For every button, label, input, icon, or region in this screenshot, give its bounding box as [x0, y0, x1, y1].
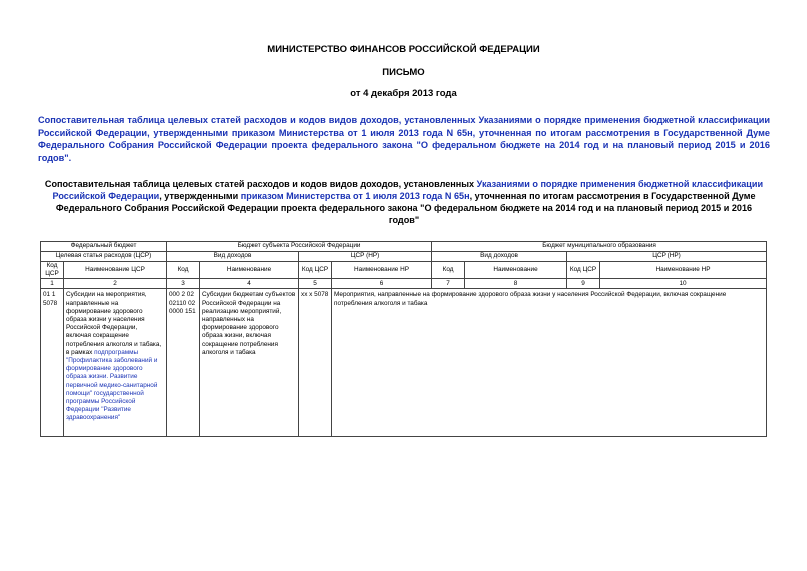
column-header: Наименование ЦСР: [64, 262, 167, 279]
column-number: 10: [600, 279, 767, 289]
column-number: 9: [567, 279, 600, 289]
document-date: от 4 декабря 2013 года: [350, 88, 457, 99]
column-header: Код ЦСР: [41, 262, 64, 279]
subject-csr-header: ЦСР (НР): [299, 252, 432, 262]
federal-csr-header: Целевая статья расходов (ЦСР): [41, 252, 167, 262]
caption-text: , уточненная по итогам рассмотрения в Государственной Думе Федерального Собрания Российской Федерации проекта федерального закона "О федеральном бюджете на 2014 год и на плановый период 2015 и 2016 годов": [55, 191, 756, 225]
municipal-budget-header: Бюджет муниципального образования: [432, 242, 767, 252]
subprogram-link[interactable]: подпрограммы "Профилактика заболеваний и формирование здорового образа жизни. Развитие первичной медико-санитарной помощи" государственной программы Российской Федерации "Развитие здравоохранения": [66, 348, 158, 422]
instructions-link[interactable]: Указаниями о порядке применения бюджетной классификации Российской Федерации: [52, 179, 764, 201]
column-number: 1: [41, 279, 64, 289]
subject-csr-name: Мероприятия, направленные на формирование здорового образа жизни у населения Российской Федерации, включая сокращение потребления алкоголя и табака: [332, 289, 767, 437]
column-number: 7: [432, 279, 465, 289]
column-number: 5: [299, 279, 332, 289]
caption-text: Сопоставительная таблица целевых статей расходов и кодов видов доходов, установленных: [44, 179, 477, 189]
table-row: [41, 289, 767, 437]
document-type: ПИСЬМО: [382, 67, 425, 78]
table-caption: [40, 178, 768, 226]
column-header: Наименование НР: [332, 262, 432, 279]
order-link[interactable]: приказом Министерства от 1 июля 2013 года N 65н: [240, 191, 470, 201]
municipal-csr-header: ЦСР (НР): [567, 252, 767, 262]
federal-csr-code: 01 1 5078: [41, 289, 64, 437]
column-header: Код: [432, 262, 465, 279]
federal-budget-header: Федеральный бюджет: [41, 242, 167, 252]
document-link-title[interactable]: Сопоставительная таблица целевых статей расходов и кодов видов доходов, установленных Указаниями о порядке применения бюджетной классификации Российской Федерации, утвержденными приказом Министерства от 1 июля 2013 года N 65н, уточненная по итогам рассмотрения в Государственной Думе Федерального Собрания Российской Федерации проекта федерального закона "О федеральном бюджете на 2014 год и на плановый период 2015 и 2016 годов".: [38, 115, 770, 163]
csr-name-text: Субсидии на мероприятия, направленные на формирование здорового образа жизни у населения Российской Федерации, включая сокращение потребления алкоголя и табака, в рамках: [66, 291, 162, 356]
caption-text: , утвержденными: [159, 191, 241, 201]
subject-income-code: 000 2 02 02110 02 0000 151: [167, 289, 200, 437]
column-header: Код ЦСР: [567, 262, 600, 279]
column-header: Код: [167, 262, 200, 279]
column-header: Наименование: [465, 262, 567, 279]
ministry-title: МИНИСТЕРСТВО ФИНАНСОВ РОССИЙСКОЙ ФЕДЕРАЦИИ: [267, 44, 540, 55]
federal-csr-name: [64, 289, 167, 437]
column-header: Наименование НР: [600, 262, 767, 279]
subject-income-name: Субсидии бюджетам субъектов Российской Федерации на реализацию мероприятий, направленных на формирование здорового образа жизни, включая сокращение потребления алкоголя и табака: [200, 289, 299, 437]
column-number: 2: [64, 279, 167, 289]
column-number: 6: [332, 279, 432, 289]
column-number: 8: [465, 279, 567, 289]
column-number: 3: [167, 279, 200, 289]
subject-budget-header: Бюджет субъекта Российской Федерации: [167, 242, 432, 252]
municipal-income-header: Вид доходов: [432, 252, 567, 262]
subject-csr-code: xx x 5078: [299, 289, 332, 437]
column-header: Код ЦСР: [299, 262, 332, 279]
subject-income-header: Вид доходов: [167, 252, 299, 262]
column-number: 4: [200, 279, 299, 289]
column-header: Наименование: [200, 262, 299, 279]
comparison-table: [40, 241, 767, 437]
